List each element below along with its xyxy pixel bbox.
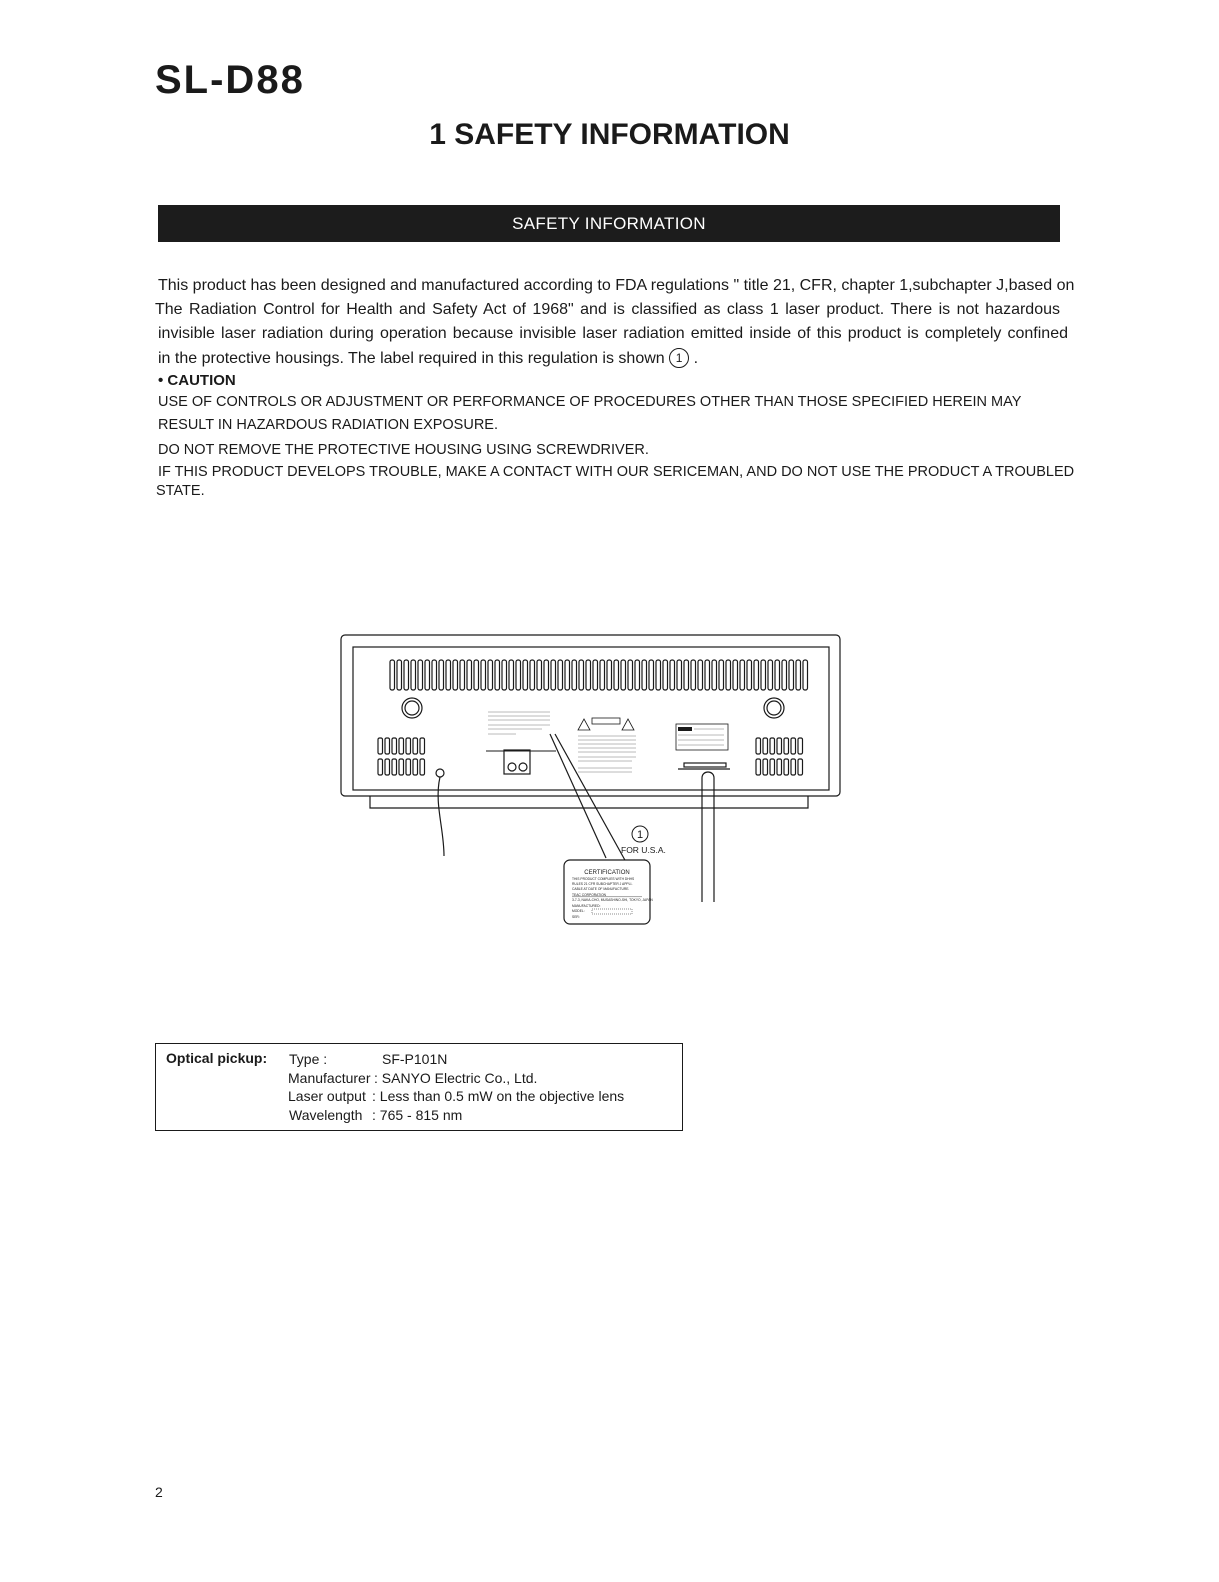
vent-slot xyxy=(614,660,619,690)
side-vent-slot xyxy=(798,738,803,754)
vent-slot xyxy=(803,660,808,690)
page-number: 2 xyxy=(155,1484,163,1500)
vent-slot xyxy=(754,660,759,690)
spec-laser-output-value: : Less than 0.5 mW on the objective lens xyxy=(372,1088,625,1104)
antenna-lead xyxy=(702,772,714,902)
vent-slot xyxy=(782,660,787,690)
side-vent-slot xyxy=(770,738,775,754)
side-vent-slot xyxy=(798,759,803,775)
side-vent-slot xyxy=(784,759,789,775)
side-vent-slot xyxy=(406,738,411,754)
side-vent-slot xyxy=(413,738,418,754)
caution-line-5: STATE. xyxy=(156,483,205,499)
body-line-3: invisible laser radiation during operation because invisible laser radiation emitted inside of this product is completely confined xyxy=(158,325,1068,342)
caution-line-1: USE OF CONTROLS OR ADJUSTMENT OR PERFORMANCE OF PROCEDURES OTHER THAN THOSE SPECIFIED HEREIN MAY xyxy=(158,394,1022,410)
body-line-1: This product has been designed and manufactured according to FDA regulations " title 21, CFR, chapter 1,subchapter J,based on xyxy=(158,277,1075,294)
screw-left-inner xyxy=(405,701,419,715)
vent-slot xyxy=(502,660,507,690)
vent-slot xyxy=(446,660,451,690)
vent-slot xyxy=(705,660,710,690)
vent-slot xyxy=(768,660,773,690)
vent-slot xyxy=(404,660,409,690)
side-vent-slot xyxy=(399,738,404,754)
screw-right-inner xyxy=(767,701,781,715)
vent-slot xyxy=(677,660,682,690)
vent-slot xyxy=(775,660,780,690)
vent-slot xyxy=(565,660,570,690)
vent-slot xyxy=(411,660,416,690)
body-line-4-end: . xyxy=(693,350,699,367)
side-vent-slot xyxy=(378,759,383,775)
side-vent-slot xyxy=(756,738,761,754)
vent-slot xyxy=(397,660,402,690)
vent-slot xyxy=(495,660,500,690)
vent-slot xyxy=(628,660,633,690)
vent-slot xyxy=(789,660,794,690)
label-reference-marker: 1 xyxy=(669,348,689,368)
vent-slot xyxy=(460,660,465,690)
output-jacks xyxy=(504,750,530,774)
side-vent-slot xyxy=(763,738,768,754)
side-vent-slot xyxy=(392,738,397,754)
callout-number: 1 xyxy=(636,829,644,841)
vent-slot xyxy=(551,660,556,690)
side-vent-slot xyxy=(420,738,425,754)
unit-base xyxy=(370,796,808,808)
cert-line-6: MANUFACTURED: xyxy=(572,904,601,908)
spec-manufacturer-value: : SANYO Electric Co., Ltd. xyxy=(374,1070,538,1086)
vent-slot xyxy=(691,660,696,690)
vent-slot xyxy=(670,660,675,690)
vent-slot xyxy=(474,660,479,690)
spec-manufacturer-key: Manufacturer xyxy=(288,1070,371,1086)
vent-slot xyxy=(747,660,752,690)
vent-slot xyxy=(558,660,563,690)
vent-slot xyxy=(740,660,745,690)
optical-pickup-label: Optical pickup: xyxy=(166,1050,268,1066)
vent-slot xyxy=(607,660,612,690)
vent-slot xyxy=(593,660,598,690)
vent-slot xyxy=(719,660,724,690)
vent-slot xyxy=(523,660,528,690)
side-vent-slot xyxy=(791,759,796,775)
side-vent-slot xyxy=(420,759,425,775)
vent-slot xyxy=(635,660,640,690)
side-vent-slot xyxy=(770,759,775,775)
body-line-4-text: in the protective housings. The label required in this regulation is shown xyxy=(158,350,665,367)
output-jack-left xyxy=(508,763,516,771)
rating-label xyxy=(676,724,728,750)
cert-line-3: CABLE AT DATE OF MANUFACTURE. xyxy=(572,887,630,891)
vent-slot xyxy=(509,660,514,690)
vent-slot xyxy=(572,660,577,690)
vent-slot xyxy=(642,660,647,690)
vent-slot xyxy=(621,660,626,690)
cert-line-7: MODEL: xyxy=(572,909,585,913)
callout-region-text: FOR U.S.A. xyxy=(621,845,666,855)
rear-panel-figure xyxy=(336,628,846,930)
vent-slot xyxy=(698,660,703,690)
spec-wavelength-key: Wavelength xyxy=(289,1107,363,1123)
spec-type-value: SF-P101N xyxy=(382,1051,448,1067)
cert-line-8: SER: xyxy=(572,915,580,919)
section-banner: SAFETY INFORMATION xyxy=(158,205,1060,242)
vent-slot xyxy=(516,660,521,690)
vent-slot xyxy=(600,660,605,690)
vent-slot xyxy=(663,660,668,690)
vent-slot xyxy=(796,660,801,690)
vent-slot xyxy=(733,660,738,690)
side-vent-slot xyxy=(385,738,390,754)
vent-slot xyxy=(481,660,486,690)
spec-type-key: Type : xyxy=(289,1051,328,1067)
caution-heading: • CAUTION xyxy=(158,372,236,389)
side-vent-slot xyxy=(784,738,789,754)
caution-line-4: IF THIS PRODUCT DEVELOPS TROUBLE, MAKE A CONTACT WITH OUR SERICEMAN, AND DO NOT USE THE PRODUCT A TROUBLED xyxy=(158,464,1075,480)
vent-slot xyxy=(439,660,444,690)
side-vent-slot xyxy=(777,738,782,754)
vent-slot xyxy=(537,660,542,690)
vent-slot xyxy=(726,660,731,690)
vent-slot xyxy=(432,660,437,690)
vent-slot xyxy=(712,660,717,690)
side-vent-slot xyxy=(756,759,761,775)
vent-slot xyxy=(390,660,395,690)
side-vent-slot xyxy=(791,738,796,754)
vent-slot xyxy=(586,660,591,690)
vent-slot xyxy=(467,660,472,690)
vent-slot xyxy=(418,660,423,690)
vent-slot xyxy=(530,660,535,690)
caution-line-3: DO NOT REMOVE THE PROTECTIVE HOUSING USING SCREWDRIVER. xyxy=(158,442,649,458)
side-vent-slot xyxy=(385,759,390,775)
power-inlet xyxy=(436,769,444,777)
callout-line-b xyxy=(555,734,626,862)
serial-sticker xyxy=(684,763,726,767)
side-vent-slot xyxy=(413,759,418,775)
cert-title: CERTIFICATION xyxy=(584,870,630,876)
cert-line-5: 3-7-3, NAKA-CHO, MUSASHINO-SHI, TOKYO, JAPAN xyxy=(572,898,653,902)
side-vent-slot xyxy=(777,759,782,775)
side-vent-slot xyxy=(406,759,411,775)
vent-slot xyxy=(656,660,661,690)
laser-warning-label xyxy=(578,718,636,772)
vent-slot xyxy=(488,660,493,690)
cert-line-2: RULES 21 CFR SUBCHAPTER J APPLI- xyxy=(572,882,633,886)
side-vent-slot xyxy=(763,759,768,775)
side-vent-slot xyxy=(392,759,397,775)
vent-slot xyxy=(425,660,430,690)
body-line-2: The Radiation Control for Health and Safety Act of 1968" and is classified as class 1 laser product. There is not hazardous xyxy=(155,301,1060,318)
power-cord xyxy=(438,777,444,856)
vent-slot xyxy=(649,660,654,690)
spec-wavelength-value: : 765 - 815 nm xyxy=(372,1107,463,1123)
vent-slot xyxy=(761,660,766,690)
side-vent-slot xyxy=(378,738,383,754)
model-number: SL-D88 xyxy=(155,58,305,102)
cert-line-1: THIS PRODUCT COMPLIES WITH DHHS xyxy=(572,877,635,881)
vent-slot xyxy=(684,660,689,690)
spec-laser-output-key: Laser output xyxy=(288,1088,366,1104)
vent-slot xyxy=(453,660,458,690)
unit-certification-label xyxy=(486,712,556,751)
side-vent-slot xyxy=(399,759,404,775)
vent-slot xyxy=(579,660,584,690)
section-title xyxy=(0,118,1219,152)
top-vents xyxy=(390,660,808,690)
caution-line-2: RESULT IN HAZARDOUS RADIATION EXPOSURE. xyxy=(158,417,498,433)
body-line-4 xyxy=(158,347,698,371)
cert-line-4: TEAC CORPORATION xyxy=(572,893,607,897)
output-jack-right xyxy=(519,763,527,771)
vent-slot xyxy=(544,660,549,690)
section-title-text: 1 SAFETY INFORMATION xyxy=(429,118,790,151)
